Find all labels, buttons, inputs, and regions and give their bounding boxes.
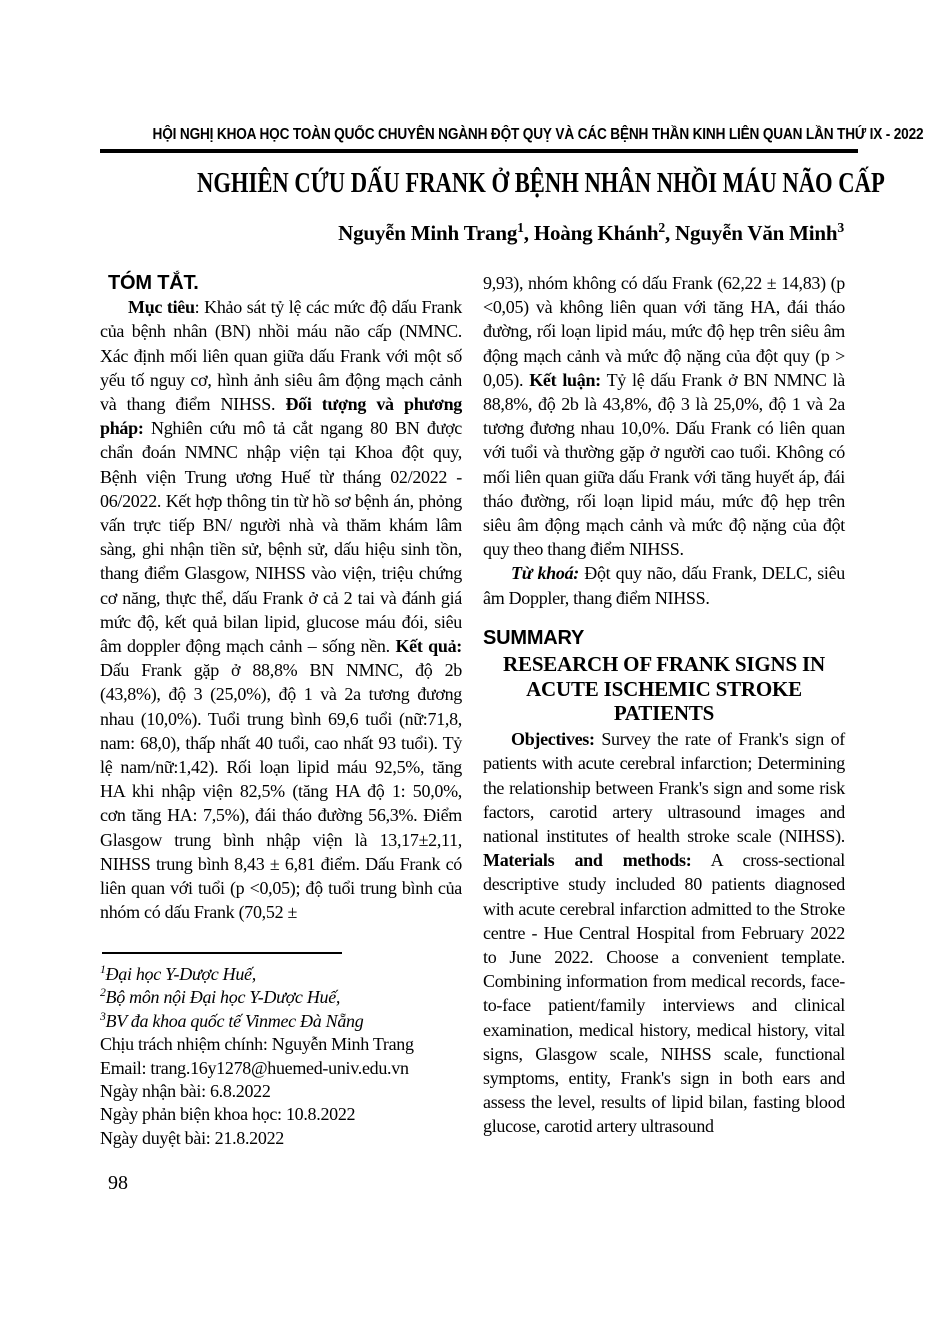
authors-line: Nguyễn Minh Trang$^1$, Hoàng Khánh$^2$, Nguyễn Văn Minh$^3$: [338, 220, 844, 245]
footnote-block: [100, 952, 462, 1150]
conference-header: [100, 126, 924, 144]
contact-lines: Chịu trách nhiệm chính: Nguyễn Minh Trang Email: trang.16y1278@huemed-univ.edu.vn Ngày nhận bài: 6.8.2022 Ngày phản biện khoa học: 10.8.2022 Ngày duyệt bài: 21.8.2022: [100, 1034, 414, 1148]
left-column: [100, 271, 462, 924]
affiliation-lines: $^1$Đại học Y-Dược Huế, $^2$Bộ môn nội Đại học Y-Dược Huế, $^3$BV đa khoa quốc tế Vinmec Đà Nẵng: [100, 963, 364, 1031]
page-number: 98: [108, 1172, 128, 1194]
article-title-text: NGHIÊN CỨU DẤU FRANK Ở BỆNH NHÂN NHỒI MÁU NÃO CẤP: [196, 167, 885, 199]
keywords-paragraph: Từ khoá: Đột quy não, dấu Frank, DELC, siêu âm Doppler, thang điểm NIHSS.: [483, 563, 845, 608]
english-abstract-paragraph: Objectives: Survey the rate of Frank's sign of patients with acute cerebral infarction; Determining the relationship between Frank's sign and some risk factors, carotid artery ultrasound images and national institutes of health stroke scale (NIHSS). Materials and methods: A cross-sectional descriptive study included 80 patients diagnosed with acute cerebral infarction admitted to the Stroke centre - Hue Central Hospital from February 2022 to June 2022. Choose a convenient template. Combining information from medical records, face-to-face patient/family interviews and clinical examination, medical history, medical history, vital signs, Glasgow scale, NIHSS scale, functional symptoms, entity, Frank's sign in both ears and assess the level, results of lipid bilan, fasting blood glucose, carotid artery ultrasound: [483, 729, 845, 1137]
header-rule: [100, 149, 858, 153]
footnote-rule: [102, 952, 342, 954]
summary-heading: SUMMARY: [483, 626, 585, 649]
conference-header-text: HỘI NGHỊ KHOA HỌC TOÀN QUỐC CHUYÊN NGÀNH ĐỘT QUỴ VÀ CÁC BỆNH THẦN KINH LIÊN QUAN LẦN THỨ IX - 2022: [152, 126, 924, 143]
article-title: [100, 167, 885, 200]
summary-block: [483, 626, 845, 1139]
abstract-heading: TÓM TẮT.: [108, 272, 199, 294]
abstract-paragraph-left: Mục tiêu: Khảo sát tỷ lệ các mức độ dấu Frank của bệnh nhân (BN) nhồi máu não cấp (NMNC. Xác định mối liên quan giữa dấu Frank với một số yếu tố nguy cơ, hình ảnh siêu âm động mạch cảnh và thang điểm NIHSS. Đối tượng và phương pháp: Nghiên cứu mô tả cắt ngang 80 BN được chẩn đoán NMNC nhập viện tại Khoa đột quy, Bệnh viện Trung ương Huế từ tháng 02/2022 - 06/2022. Kết hợp thông tin từ hồ sơ bệnh án, phỏng vấn trực tiếp BN/ người nhà và thăm khám lâm sàng, ghi nhận tiền sử, bệnh sử, dấu hiệu sinh tồn, thang điểm Glasgow, NIHSS vào viện, triệu chứng cơ năng, thực thể, dấu Frank ở cả 2 tai và đánh giá mức độ, kết quả bilan lipid, glucose máu đói, siêu âm doppler động mạch cảnh – sống nền. Kết quả: Dấu Frank gặp ở 88,8% BN NMNC, độ 2b (43,8%), độ 3 (25,0%), độ 1 và 2a tương đương nhau (10,0%). Tuổi trung bình 69,6 tuổi (nữ:71,8, nam: 68,0), thấp nhất 40 tuổi, cao nhất 93 tuổi). Tỷ lệ nam/nữ:1,42). Rối loạn lipid máu 92,5%, tăng HA khi nhập viện 82,5% (tăng HA độ 1: 50,0%, cơn tăng HA: 7,5%), đái tháo đường 56,3%. Điểm Glasgow trung bình nhập viện là 13,17±2,11, NIHSS trung bình 8,43 ± 6,81 điểm. Dấu Frank có liên quan với tuổi (p <0,05); độ tuổi trung bình của nhóm có dấu Frank (70,52 ±: [100, 297, 462, 923]
abstract-paragraph-right: 9,93), nhóm không có dấu Frank (62,22 ± 14,83) (p <0,05) và không liên quan với tăng HA, đái tháo đường, rối loạn lipid máu, mức độ hẹp trên siêu âm động mạch cảnh và mức độ nặng của đột quy (p > 0,05). Kết luận: Tỷ lệ dấu Frank ở BN NMNC là 88,8%, độ 2b là 43,8%, độ 3 là 25,0%, độ 1 và 2a tương đương nhau 10,0%. Dấu Frank có liên quan với tuổi và thường gặp ở người cao tuổi. Không có mối liên quan giữa dấu Frank với tăng huyết áp, đái tháo đường, rối loạn lipid máu, mức độ hẹp trên siêu âm động mạch cảnh và mức độ nặng của đột quy theo thang điểm NIHSS.: [483, 273, 845, 560]
english-title: RESEARCH OF FRANK SIGNS IN ACUTE ISCHEMIC STROKE PATIENTS: [503, 652, 825, 726]
right-column: [483, 271, 845, 1139]
